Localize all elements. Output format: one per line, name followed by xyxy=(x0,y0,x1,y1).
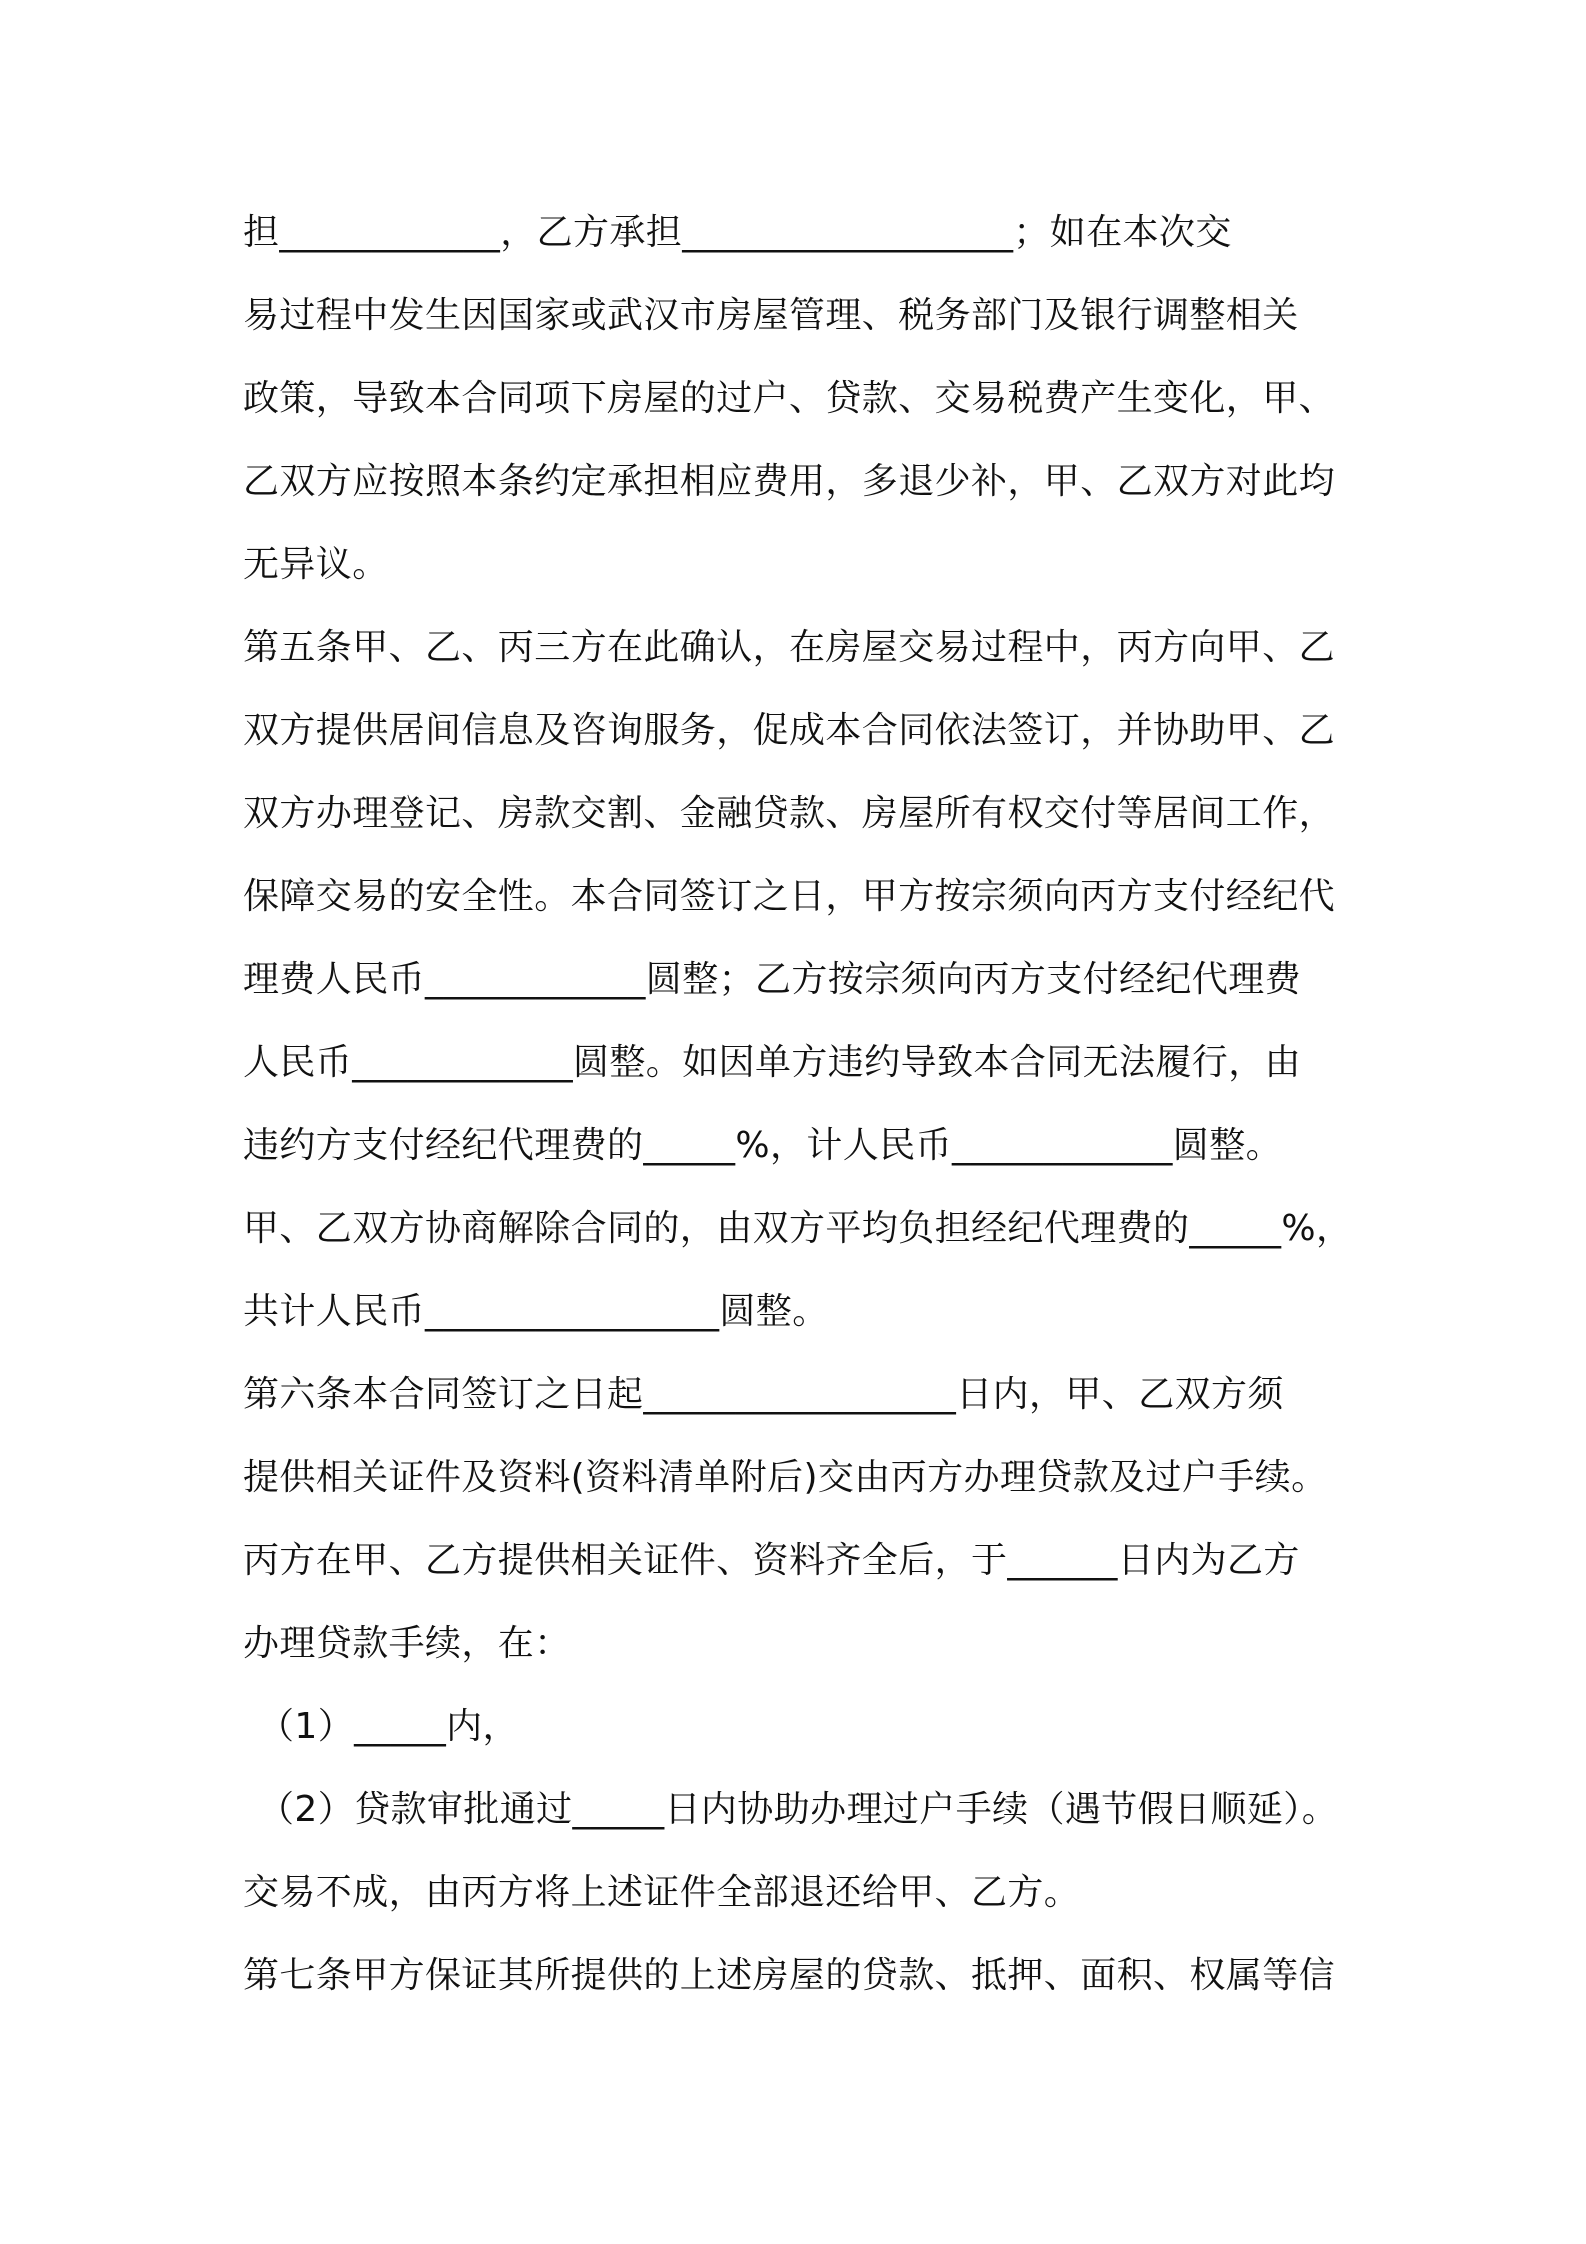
text-line: 无异议。 xyxy=(243,544,389,585)
article-5-heading: 第五条甲、乙、丙三方在此确认，在房屋交易过程中，丙方向甲、乙 xyxy=(243,627,1336,668)
text-line: 交易不成，由丙方将上述证件全部退还给甲、乙方。 xyxy=(243,1872,1081,1913)
text-line: 双方办理登记、房款交割、金融贷款、房屋所有权交付等居间工作， xyxy=(243,793,1336,834)
text-line: 共计人民币________________圆整。 xyxy=(243,1291,829,1332)
text-line: 甲、乙双方协商解除合同的，由双方平均负担经纪代理费的_____%， xyxy=(243,1208,1353,1249)
text-line: 提供相关证件及资料(资料清单附后)交由丙方办理贷款及过户手续。 xyxy=(243,1457,1328,1498)
article-7-heading: 第七条甲方保证其所提供的上述房屋的贷款、抵押、面积、权属等信 xyxy=(243,1955,1336,1996)
text-line: 保障交易的安全性。本合同签订之日，甲方按宗须向丙方支付经纪代 xyxy=(243,876,1336,917)
list-item-2: （2）贷款审批通过_____日内协助办理过户手续（遇节假日顺延）。 xyxy=(258,1789,1339,1830)
text-line: 丙方在甲、乙方提供相关证件、资料齐全后，于______日内为乙方 xyxy=(243,1540,1300,1581)
text-line: 乙双方应按照本条约定承担相应费用，多退少补，甲、乙双方对此均 xyxy=(243,461,1336,502)
text-line: 易过程中发生因国家或武汉市房屋管理、税务部门及银行调整相关 xyxy=(243,295,1299,336)
list-item-1: （1）_____内， xyxy=(258,1706,519,1747)
text-line: 政策，导致本合同项下房屋的过户、贷款、交易税费产生变化，甲、 xyxy=(243,378,1336,419)
article-6-heading: 第六条本合同签订之日起_________________日内，甲、乙双方须 xyxy=(243,1374,1284,1415)
text-line: 办理贷款手续，在： xyxy=(243,1623,571,1664)
text-line: 担____________，乙方承担__________________；如在本次交 xyxy=(243,212,1232,253)
text-line: 违约方支付经纪代理费的_____%，计人民币____________圆整。 xyxy=(243,1125,1283,1166)
text-line: 双方提供居间信息及咨询服务，促成本合同依法签订，并协助甲、乙 xyxy=(243,710,1336,751)
text-line: 人民币____________圆整。如因单方违约导致本合同无法履行，由 xyxy=(243,1042,1302,1083)
text-line: 理费人民币____________圆整；乙方按宗须向丙方支付经纪代理费 xyxy=(243,959,1302,1000)
